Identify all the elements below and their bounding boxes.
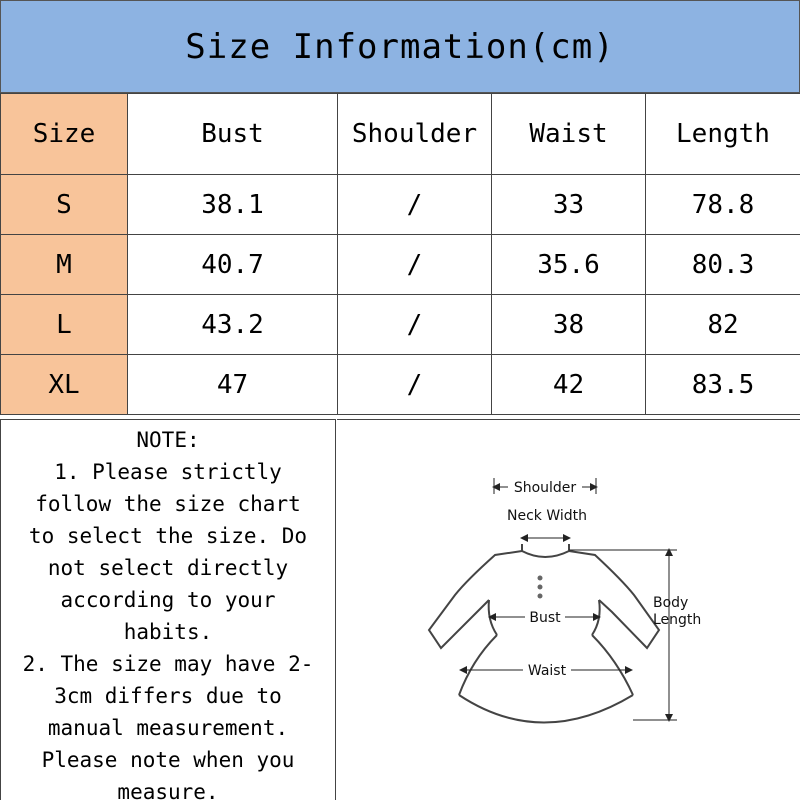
header-bust: Bust <box>128 94 338 175</box>
cell-shoulder: / <box>338 175 492 235</box>
neck-width-measure <box>507 508 587 538</box>
cell-waist: 35.6 <box>492 235 646 295</box>
table-row <box>1 295 800 355</box>
neck-width-label: Neck Width <box>507 508 587 524</box>
cell-shoulder: / <box>338 355 492 415</box>
header-shoulder: Shoulder <box>338 94 492 175</box>
cell-bust: 43.2 <box>128 295 338 355</box>
cell-length: 80.3 <box>646 235 800 295</box>
body-length-label-2: Length <box>653 612 701 628</box>
cell-size: L <box>1 295 128 355</box>
button-dots <box>538 576 543 599</box>
page-title: Size Information(cm) <box>0 0 800 93</box>
cell-waist: 33 <box>492 175 646 235</box>
note-line: habits. <box>1 616 335 648</box>
cell-waist: 42 <box>492 355 646 415</box>
shoulder-measure <box>494 478 596 496</box>
cell-bust: 47 <box>128 355 338 415</box>
table-header-row <box>1 94 800 175</box>
cell-shoulder: / <box>338 295 492 355</box>
waist-measure <box>463 663 629 679</box>
note-box <box>0 419 336 800</box>
waist-label: Waist <box>528 663 567 679</box>
note-line: manual measurement. <box>1 712 335 744</box>
dress-outline <box>429 544 659 723</box>
note-line: 2. The size may have 2- <box>1 648 335 680</box>
measurement-diagram <box>337 419 800 800</box>
note-line: not select directly <box>1 552 335 584</box>
cell-size: M <box>1 235 128 295</box>
cell-shoulder: / <box>338 235 492 295</box>
note-line: measure. <box>1 776 335 808</box>
header-size: Size <box>1 94 128 175</box>
size-table <box>0 93 800 415</box>
cell-length: 78.8 <box>646 175 800 235</box>
bust-label: Bust <box>529 610 561 626</box>
shoulder-label: Shoulder <box>514 480 577 496</box>
cell-waist: 38 <box>492 295 646 355</box>
cell-bust: 38.1 <box>128 175 338 235</box>
note-line: follow the size chart <box>1 488 335 520</box>
cell-size: XL <box>1 355 128 415</box>
table-row <box>1 235 800 295</box>
note-line: 3cm differs due to <box>1 680 335 712</box>
note-line: Please note when you <box>1 744 335 776</box>
header-waist: Waist <box>492 94 646 175</box>
body-length-label-1: Body <box>653 595 688 611</box>
note-line: NOTE: <box>1 424 335 456</box>
table-row <box>1 355 800 415</box>
note-line: according to your <box>1 584 335 616</box>
cell-length: 83.5 <box>646 355 800 415</box>
cell-length: 82 <box>646 295 800 355</box>
dress-diagram-svg <box>337 420 800 801</box>
table-row <box>1 175 800 235</box>
cell-bust: 40.7 <box>128 235 338 295</box>
note-line: 1. Please strictly <box>1 456 335 488</box>
header-length: Length <box>646 94 800 175</box>
cell-size: S <box>1 175 128 235</box>
bust-measure <box>492 610 597 626</box>
note-line: to select the size. Do <box>1 520 335 552</box>
